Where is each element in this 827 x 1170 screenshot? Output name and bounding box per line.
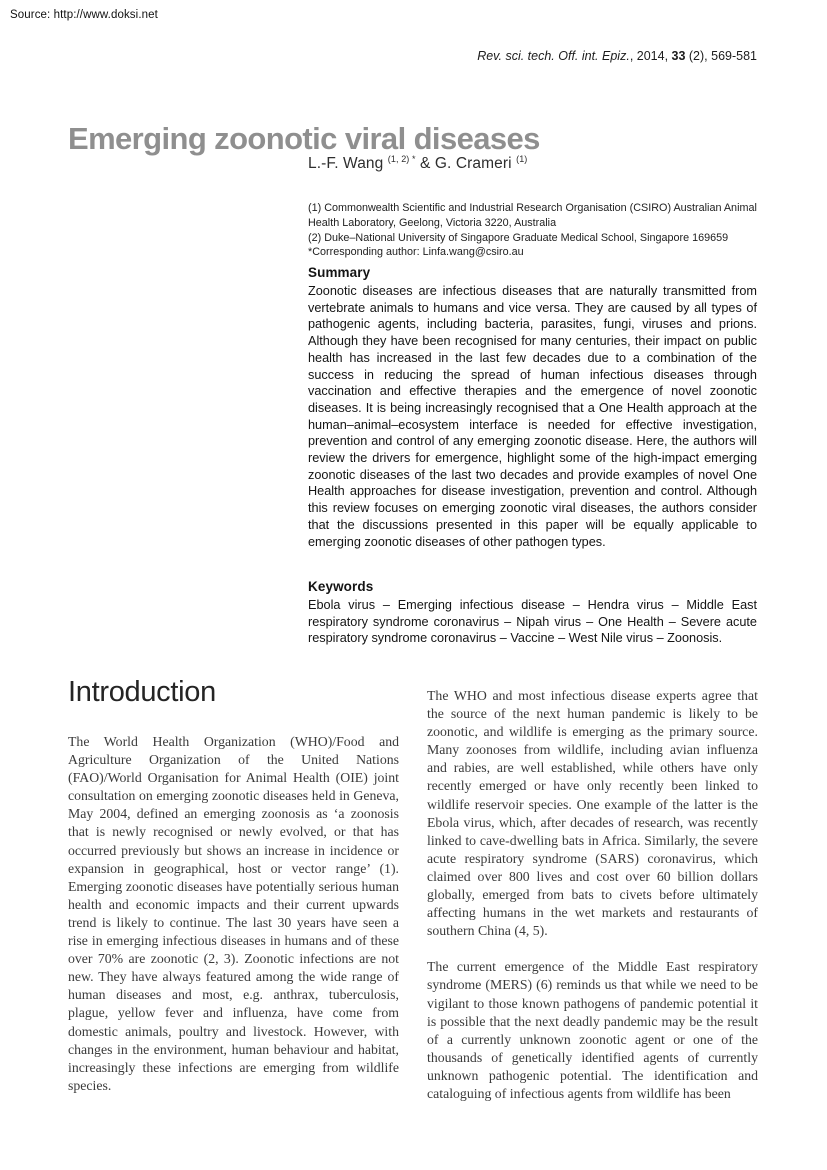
introduction-heading: Introduction: [68, 676, 216, 708]
journal-name: Rev. sci. tech. Off. int. Epiz.: [477, 49, 630, 63]
summary-section: [308, 265, 757, 550]
article-title: Emerging zoonotic viral diseases: [68, 120, 540, 156]
introduction-left-column: [68, 676, 399, 1103]
introduction-right-column: [427, 676, 758, 1103]
affiliation-2: (2) Duke–National University of Singapore Graduate Medical School, Singapore 169659: [308, 231, 729, 244]
author-byline: [308, 155, 527, 173]
summary-heading: Summary: [308, 265, 371, 280]
summary-text: Zoonotic diseases are infectious diseases that are naturally transmitted from vertebrate animals to humans and vice versa. They are caused by all types of pathogenic agents, including bacteria, parasites, fungi, viruses and prions. Although they have been recognised for many centuries, their impact on public health has increased in the last few decades due to a combination of the success in reducing the spread of human infectious diseases through vaccination and effective therapies and the emergence of novel zoonotic diseases. It is being increasingly recognised that a One Health approach at the human–animal–ecosystem interface is needed for effective investigation, prevention and control of any emerging zoonotic disease. Here, the authors will review the drivers for emergence, highlight some of the high-impact emerging zoonotic diseases of the last two decades and provide examples of novel One Health approaches for disease investigation, prevention and control. Although this review focuses on emerging zoonotic viral diseases, the authors consider that the discussions presented in this paper will be equally applicable to emerging zoonotic diseases of other pathogen types.: [308, 284, 757, 549]
journal-citation: [477, 49, 757, 63]
author-2-affiliation-marker: (1): [516, 153, 528, 164]
introduction-paragraph: The current emergence of the Middle East respiratory syndrome (MERS) (6) reminds us that while we need to be vigilant to those known pathogens of pandemic potential it is possible that the next deadly pandemic may be the result of a currently unknown zoonotic agent or one of the thousands of genetically identified agents of currently unknown pathogenic potential. The identification and cataloguing of infectious agents from wildlife has been: [427, 959, 758, 1101]
affiliation-1: (1) Commonwealth Scientific and Industrial Research Organisation (CSIRO) Australian Animal Health Laboratory, Geelong, Victoria 3220, Australia: [308, 202, 757, 229]
journal-volume: 33: [671, 49, 686, 63]
introduction-paragraph: The WHO and most infectious disease experts agree that the source of the next human pandemic is likely to be zoonotic, and wildlife is emerging as the primary source. Many zoonoses from wildlife, including avian influenza and rabies, are well established, while others have only recently emerged or have only recently been linked to wildlife reservoir species. One example of the latter is the Ebola virus, which, after decades of research, was recently linked to cave-dwelling bats in Africa. Similarly, the severe acute respiratory syndrome (SARS) coronavirus, which claimed over 800 lives and cost over 60 billion dollars globally, emerged from bats to civets before ultimately affecting humans in the wet markets and restaurants of southern China (4, 5).: [427, 688, 758, 939]
introduction-paragraph: The World Health Organization (WHO)/Food and Agriculture Organization of the United Nations (FAO)/World Organisation for Animal Health (OIE) joint consultation on emerging zoonotic diseases held in Geneva, May 2004, defined an emerging zoonosis as ‘a zoonosis that is newly recognised or newly evolved, or that has occurred previously but shows an increase in incidence or expansion in geographical, host or vector range’ (1). Emerging zoonotic diseases have potentially serious human health and economic impacts and their current upwards trend is likely to continue. The last 30 years have seen a rise in emerging infectious diseases in humans and of these over 70% are zoonotic (2, 3). Zoonotic infections are not new. They have always featured among the wide range of human diseases and most, e.g. anthrax, tuberculosis, plague, yellow fever and influenza, have come from domestic animals, poultry and livestock. However, with changes in the environment, human behaviour and habitat, increasingly these infections are emerging from wildlife species.: [68, 734, 399, 1093]
journal-year: , 2014,: [629, 49, 672, 63]
author-1-name: L.-F. Wang: [308, 155, 384, 172]
journal-issue-pages: (2), 569-581: [685, 49, 757, 63]
author-joiner: &: [415, 155, 435, 172]
source-url-line: Source: http://www.doksi.net: [10, 9, 158, 21]
author-1-affiliation-marker: (1, 2) *: [387, 153, 416, 164]
keywords-text: Ebola virus – Emerging infectious disease – Hendra virus – Middle East respiratory syndrome coronavirus – Nipah virus – One Health – Severe acute respiratory syndrome coronavirus – Vaccine – West Nile virus – Zoonosis.: [308, 598, 757, 646]
keywords-section: [308, 579, 757, 647]
introduction-section: [68, 676, 758, 1103]
keywords-heading: Keywords: [308, 579, 374, 594]
corresponding-author-line: *Corresponding author: Linfa.wang@csiro.au: [308, 246, 524, 259]
affiliations-block: [308, 201, 760, 260]
author-2-name: G. Crameri: [434, 155, 512, 172]
